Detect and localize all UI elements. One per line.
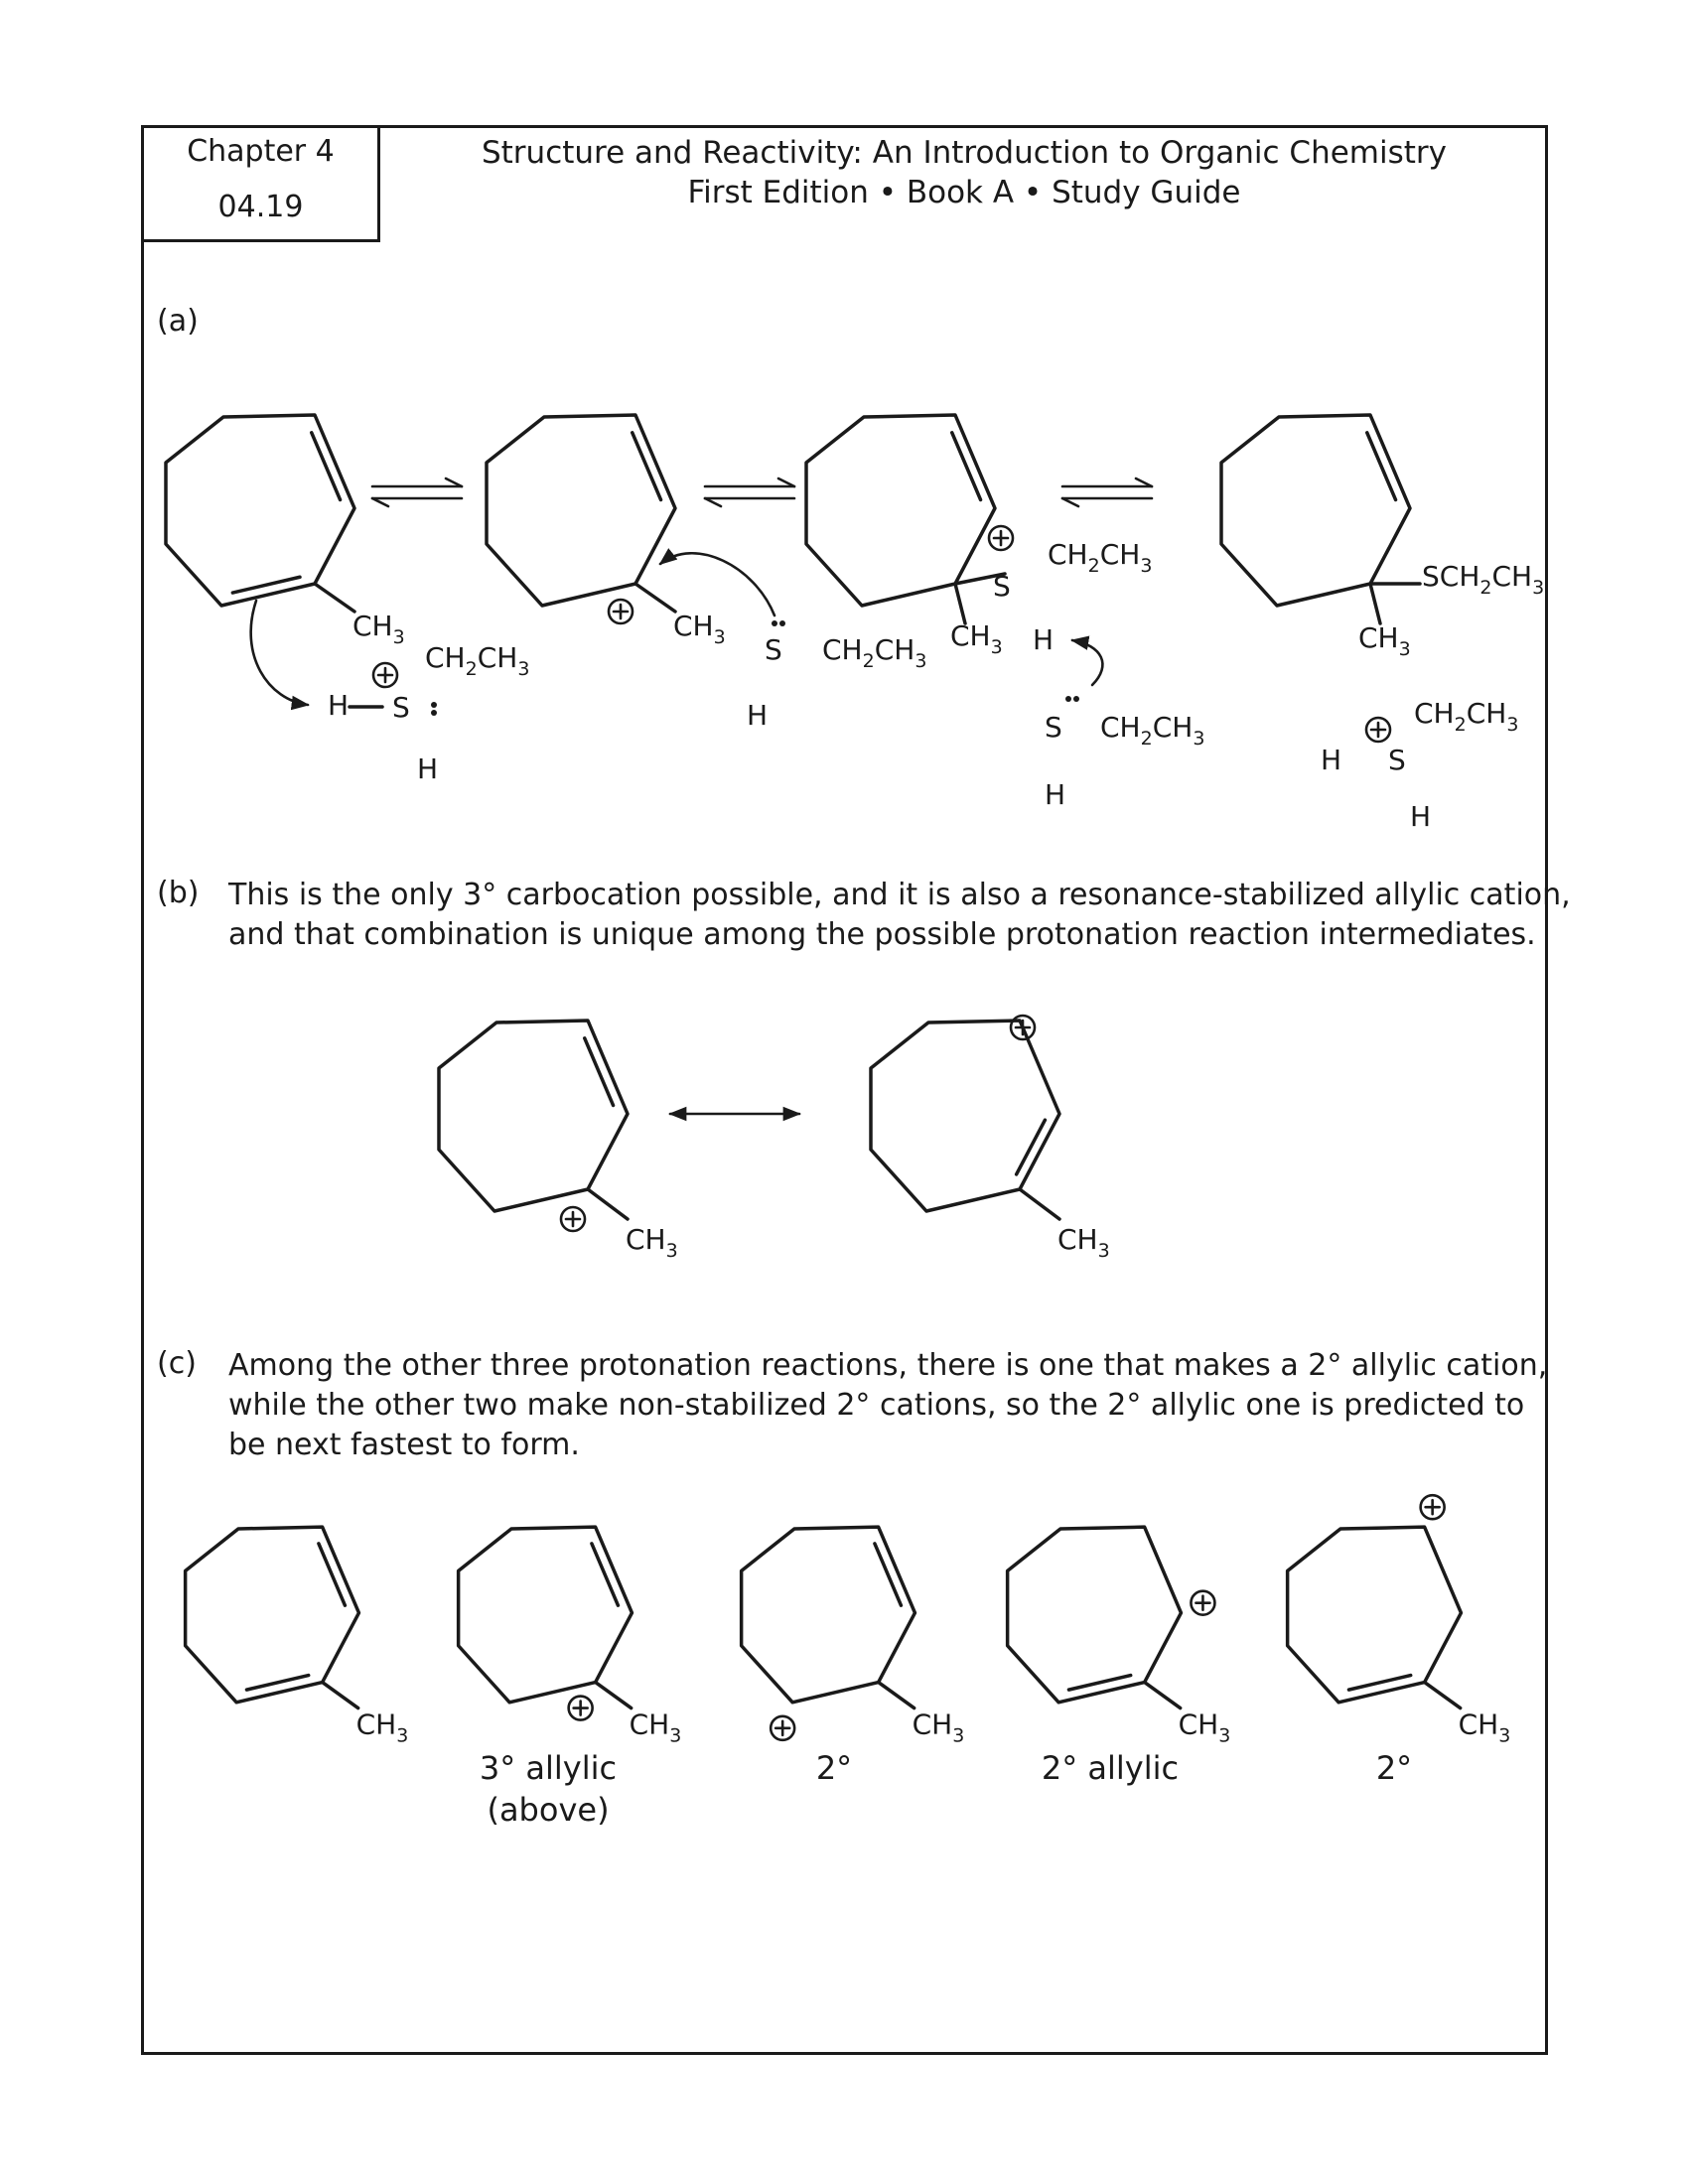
hydrogen-label-2: H [417, 752, 439, 785]
ethanethiol-sulfur-label: S [765, 633, 782, 666]
curved-arrow-2-icon [660, 553, 774, 615]
b2-methyl-bond [1020, 1189, 1059, 1219]
b1-allylic-cation-ring [439, 1021, 628, 1211]
c4-methyl-bond [1145, 1683, 1181, 1708]
a4-sulfide-ring [1221, 415, 1410, 606]
part-c-line-1: Among the other three protonation reactions, there is one that makes a 2° allylic cation, [228, 1348, 1548, 1383]
a3-sulfonium-ring [806, 415, 995, 606]
a1-ch3-label: $CH_3$ [352, 610, 405, 648]
b2-ch3-label: $CH_3$ [1057, 1223, 1110, 1262]
book-title: Structure and Reactivity: An Introduction to Organic Chemistry [481, 135, 1448, 171]
b1-ch3-label: $CH_3$ [626, 1223, 678, 1262]
c4-allylic-cation-ring [1008, 1527, 1182, 1703]
base-hydrogen-label: H [1045, 778, 1066, 811]
problem-number: 04.19 [217, 190, 304, 224]
ethanethiol-hydrogen-label: H [747, 699, 769, 732]
part-b-line-1: This is the only 3° carbocation possible, and it is also a resonance-stabilized allylic cation, [228, 878, 1571, 912]
reagent-lone-pair-icon [431, 702, 437, 708]
part-c-label: (c) [157, 1346, 197, 1381]
c2-ch3-label: $CH_3$ [629, 1707, 682, 1747]
a1-methyl-bond [315, 584, 354, 612]
part-c-line-2: while the other two make non-stabilized 2° cations, so the 2° allylic one is predicted to [228, 1388, 1525, 1423]
caption-3-allylic-line-1: 3° allylic [479, 1749, 618, 1787]
product-sulfur-label: S [1388, 744, 1406, 776]
a2-ch3-label: $CH_3$ [673, 610, 726, 648]
c1-methyl-bond [323, 1683, 358, 1708]
part-c-line-3: be next fastest to form. [228, 1428, 580, 1462]
product-hydrogen-label: H [1321, 744, 1342, 776]
a1-cycloheptadiene-ring [166, 415, 354, 606]
caption-2-degree-b: 2° [1375, 1749, 1413, 1787]
a4-sch2ch3-label: $SCH_2CH_3$ [1422, 560, 1545, 599]
c5-ch3-label: $CH_3$ [1458, 1707, 1511, 1747]
c5-cation-ring [1288, 1527, 1462, 1703]
a4-methyl-bond [1370, 584, 1380, 623]
a2-methyl-bond [635, 584, 675, 612]
a2-cation-ring [487, 415, 675, 606]
reagent-lone-pair-icon-2 [431, 710, 437, 716]
c1-ch3-label: $CH_3$ [355, 1707, 409, 1747]
reagent-ethyl-label: $CH_2CH_3$ [425, 641, 530, 680]
c5-methyl-bond [1425, 1683, 1461, 1708]
product-hydrogen-label-2: H [1410, 800, 1432, 833]
caption-3-allylic-line-2: (above) [487, 1791, 610, 1829]
chapter-title: Chapter 4 [187, 134, 335, 169]
c1-diene-ring [186, 1527, 359, 1703]
base-sulfur-label: S [1045, 711, 1062, 744]
ethanethiol-ethyl-label: $CH_2CH_3$ [822, 633, 927, 672]
ethanethiol-lone-pair-icon [772, 620, 777, 626]
a3-ethyl-label: $CH_2CH_3$ [1048, 538, 1153, 577]
part-b-label: (b) [157, 876, 200, 910]
part-a-label: (a) [157, 304, 199, 339]
base-lone-pair-icon [1065, 696, 1071, 702]
product-ethyl-label: $CH_2CH_3$ [1414, 697, 1519, 736]
sulfur-label: S [392, 691, 410, 724]
base-lone-pair-icon-2 [1073, 696, 1079, 702]
a3-sulfur-label: S [993, 570, 1011, 603]
a4-ch3-label: $CH_3$ [1358, 621, 1411, 660]
a3-ch3-label: $CH_3$ [950, 619, 1003, 658]
c3-methyl-bond [879, 1683, 914, 1708]
b1-methyl-bond [588, 1189, 628, 1219]
base-ethyl-label: $CH_2CH_3$ [1100, 711, 1205, 750]
caption-2-allylic: 2° allylic [1041, 1749, 1180, 1787]
c2-methyl-bond [596, 1683, 632, 1708]
ethanethiol-lone-pair-icon-2 [779, 620, 785, 626]
c2-cation-ring [459, 1527, 633, 1703]
book-subtitle: First Edition • Book A • Study Guide [687, 175, 1241, 210]
b2-allylic-cation-ring [871, 1021, 1059, 1211]
curved-arrow-3-icon [1072, 640, 1102, 685]
caption-2-degree-a: 2° [815, 1749, 853, 1787]
a3-hydrogen-label: H [1033, 623, 1055, 656]
c4-ch3-label: $CH_3$ [1178, 1707, 1231, 1747]
a3-methyl-bond [955, 584, 965, 623]
hydrogen-label: H [328, 689, 350, 722]
curved-arrow-1-icon [251, 601, 308, 705]
c3-ch3-label: $CH_3$ [912, 1707, 965, 1747]
c3-cation-ring [742, 1527, 915, 1703]
part-b-line-2: and that combination is unique among the possible protonation reaction intermediates. [228, 917, 1536, 952]
